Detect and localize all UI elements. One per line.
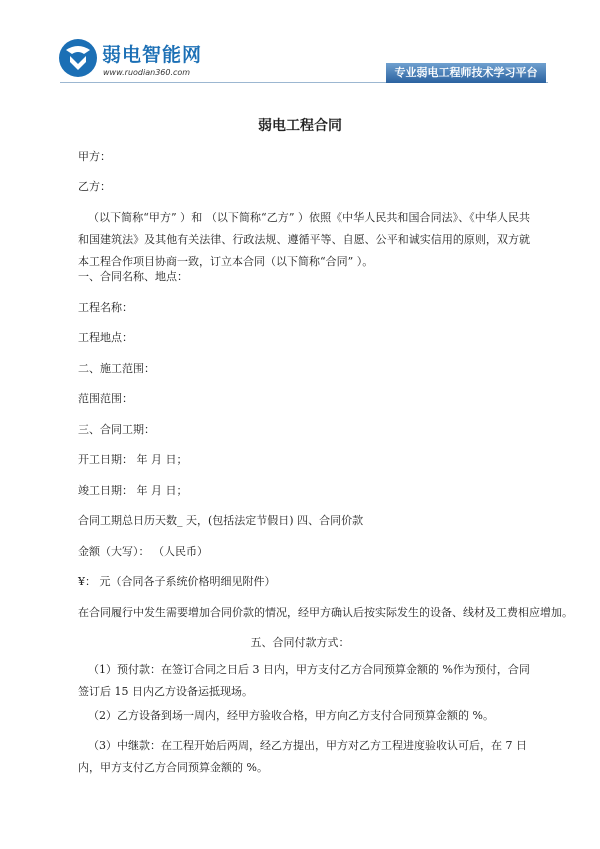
start-date-line: 开工日期： 年 月 日； xyxy=(78,453,188,466)
section-1-heading: 一、合同名称、地点： xyxy=(78,270,188,283)
price-increase-line: 在合同履行中发生需要增加合同价款的情况，经甲方确认后按实际发生的设备、线材及工费相应增加。 xyxy=(78,606,573,619)
party-a-line: 甲方： xyxy=(78,150,111,163)
logo-icon xyxy=(58,38,98,78)
tagline-banner: 专业弱电工程师技术学习平台 xyxy=(386,63,546,83)
logo-url: www.ruodian360.com xyxy=(103,68,191,77)
page-title: 弱电工程合同 xyxy=(258,118,342,134)
logo-name: 弱电智能网 xyxy=(102,44,203,66)
payment-3-paragraph: （3）中继款：在工程开始后两周，经乙方提出，甲方对乙方工程进度验收认可后，在 7 日内，甲方支付乙方合同预算金额的 %。 xyxy=(78,739,527,774)
duration-line: 合同工期总日历天数_ 天，(包括法定节假日) 四、合同价款 xyxy=(78,514,364,527)
intro-paragraph: （以下简称“甲方” ）和 （以下简称“乙方” ）依照《中华人民共和国合同法》、《中华人民共和国建筑法》及其他有关法律、行政法规、遵循平等、自愿、公平和诚实信用的原则，双方就本工程合作项目协商一致，订立本合同（以下简称“合同” ）。 xyxy=(78,211,530,268)
section-3-heading: 三、合同工期： xyxy=(78,423,155,436)
party-b-line: 乙方： xyxy=(78,180,111,193)
section-5-heading: 五、合同付款方式： xyxy=(250,636,350,649)
end-date-line: 竣工日期： 年 月 日； xyxy=(78,484,188,497)
section-2-heading: 二、施工范围： xyxy=(78,362,155,375)
scope-line: 范围范围： xyxy=(78,392,133,405)
payment-2-paragraph: （2）乙方设备到场一周内，经甲方验收合格，甲方向乙方支付合同预算金额的 %。 xyxy=(88,709,494,722)
project-name-line: 工程名称： xyxy=(78,301,133,314)
amount-yen-line: ¥： 元（合同各子系统价格明细见附件） xyxy=(78,575,276,588)
page-header xyxy=(0,0,600,100)
amount-caps-line: 金额（大写）： （人民币） xyxy=(78,545,208,558)
payment-1-paragraph: （1）预付款：在签订合同之日后 3 日内，甲方支付乙方合同预算金额的 %作为预付，合同签订后 15 日内乙方设备运抵现场。 xyxy=(78,663,530,698)
project-location-line: 工程地点： xyxy=(78,331,133,344)
